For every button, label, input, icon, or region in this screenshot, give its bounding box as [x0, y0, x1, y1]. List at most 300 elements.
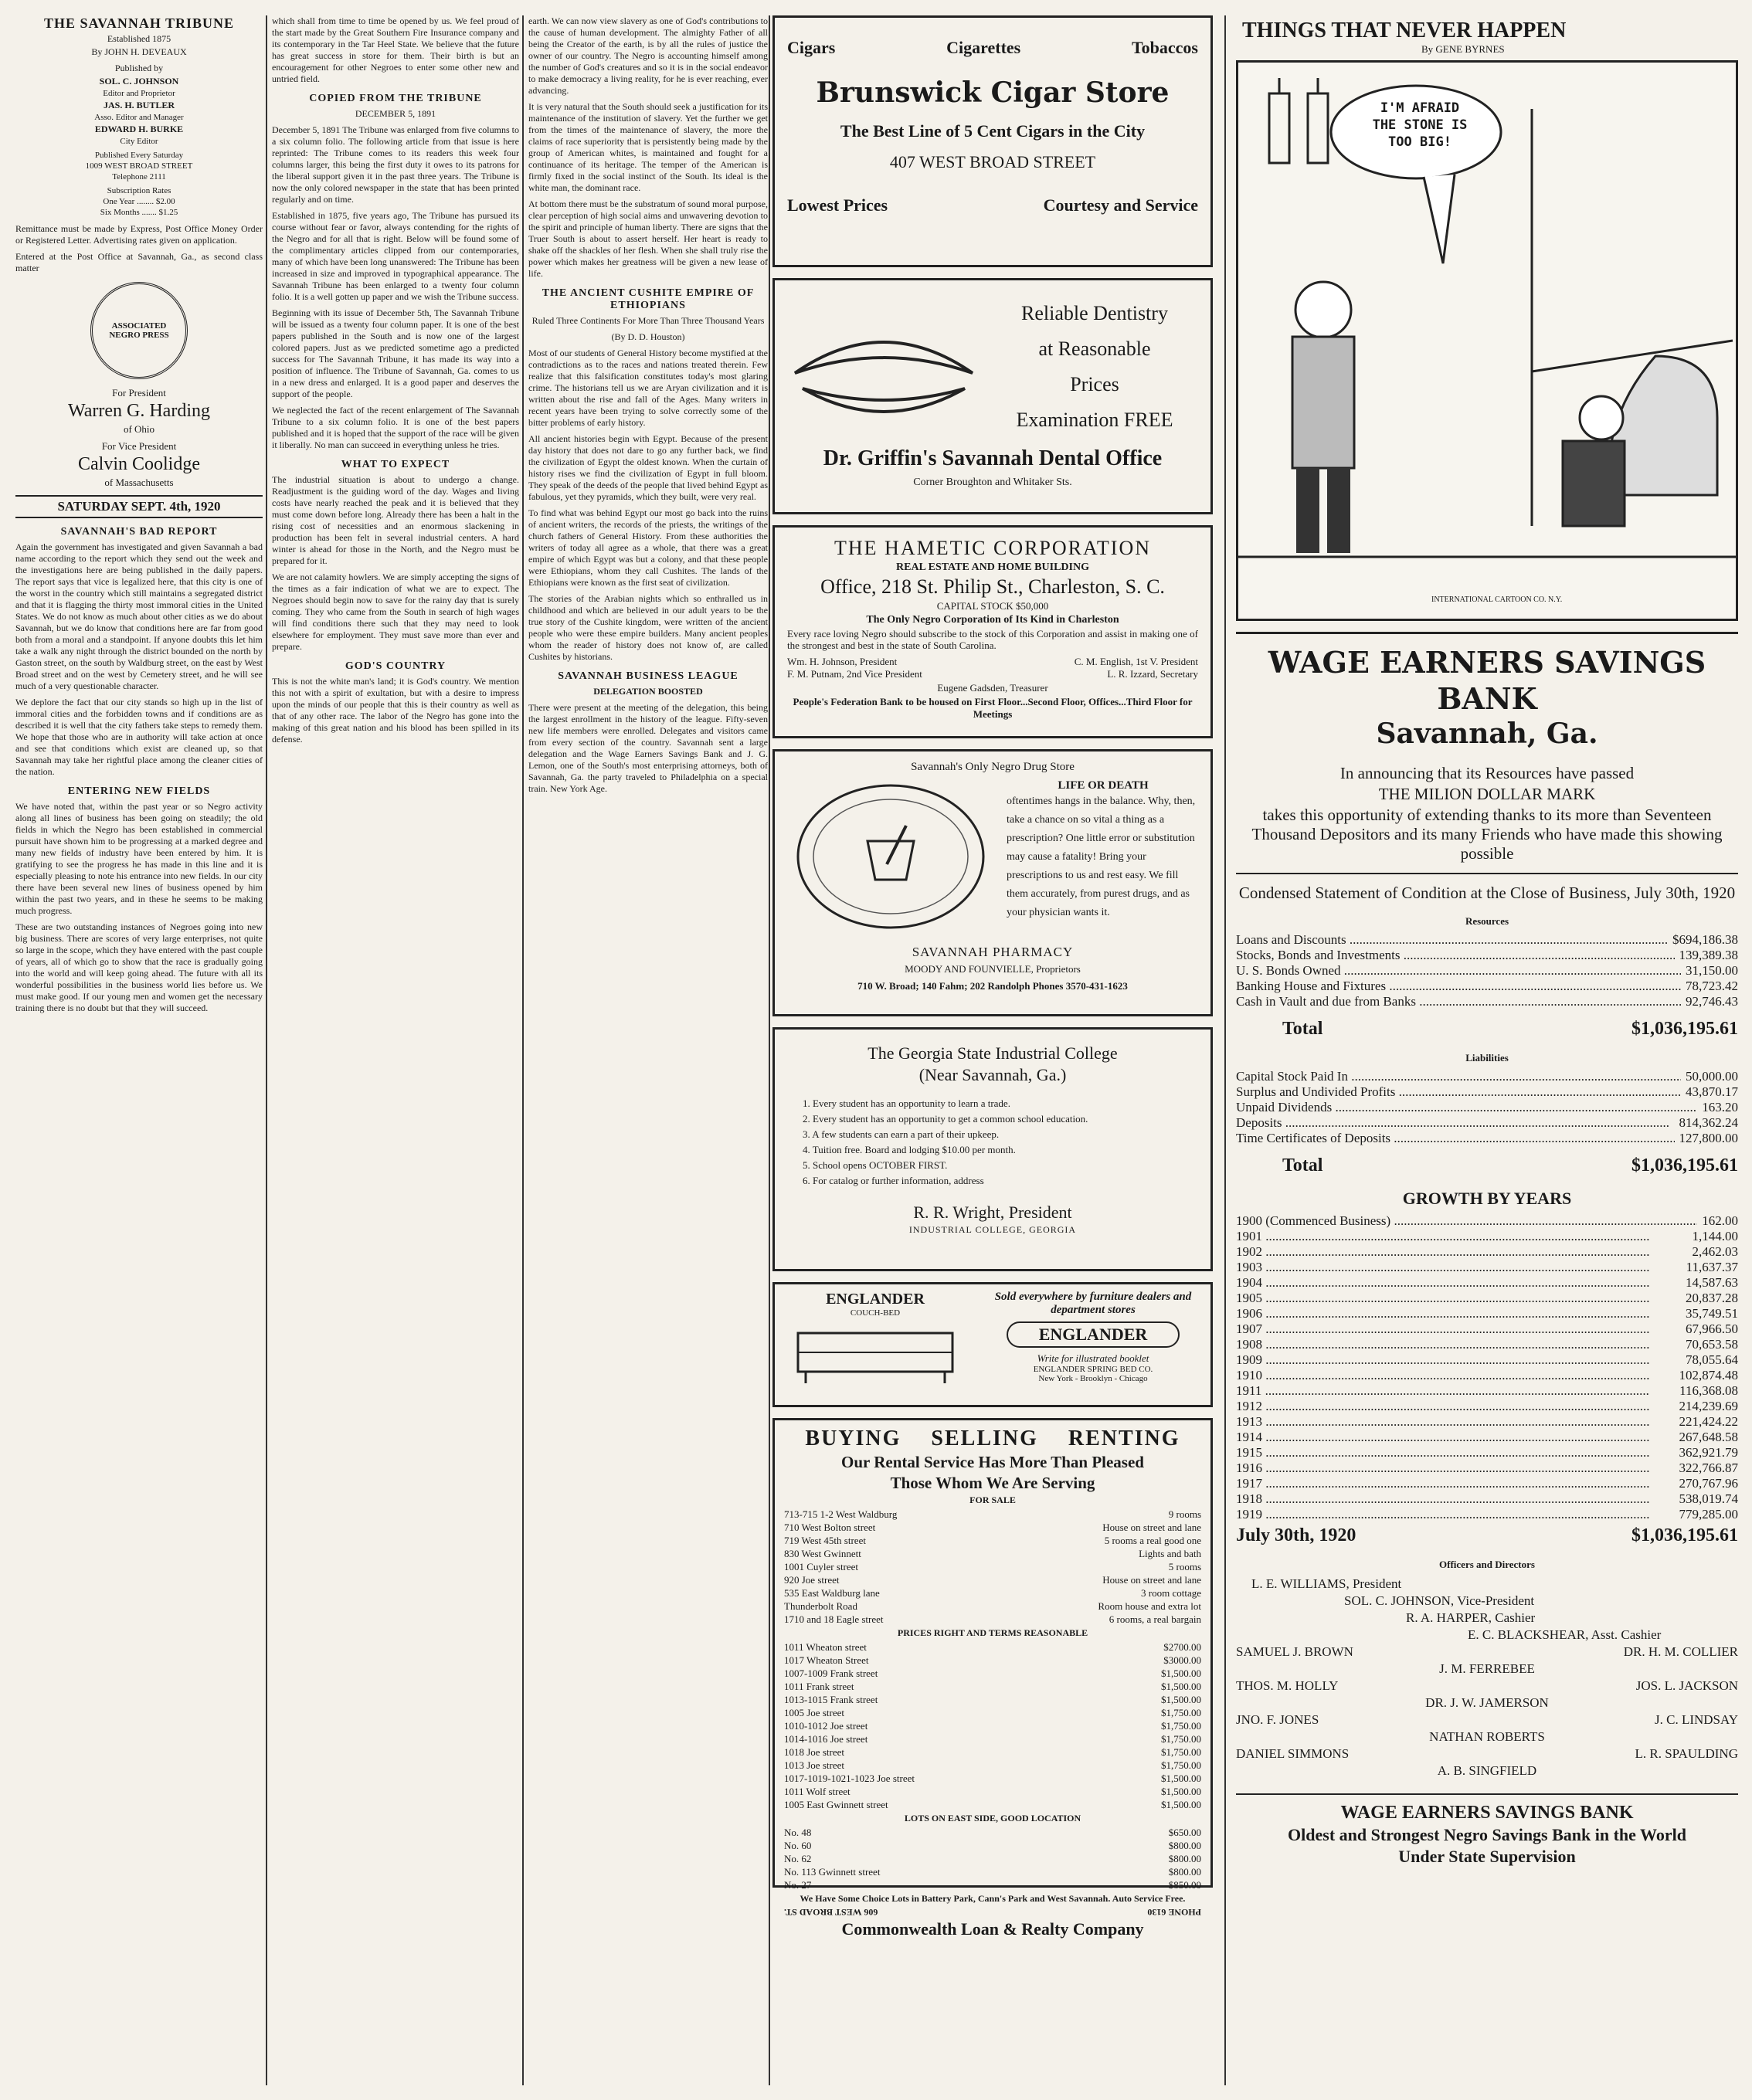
manager: JAS. H. BUTLER — [103, 100, 175, 110]
realty-lots — [784, 1826, 1201, 1891]
associated-press-seal-icon — [90, 282, 188, 379]
article-subhead: Ruled Three Continents For More Than Three Thousand Years — [531, 315, 765, 326]
cartoon-speech-bubble: I'M AFRAID THE STONE IS TOO BIG! — [1372, 100, 1468, 150]
college-title: The Georgia State Industrial College — [868, 1043, 1118, 1063]
college-item: 1. Every student has an opportunity to learn a trade. — [803, 1097, 1010, 1109]
year-value: 221,424.22 — [1679, 1414, 1738, 1429]
cigar-tag: Cigars — [787, 38, 836, 57]
dental-line: at Reasonable — [1038, 338, 1151, 360]
subscription-rates: Subscription Rates — [107, 186, 171, 195]
price-value: $1,750.00 — [1161, 1707, 1201, 1718]
college-item: 6. For catalog or further information, address — [803, 1175, 984, 1186]
table-row — [1236, 948, 1738, 963]
realty-note: We Have Some Choice Lots in Battery Park, Cann's Park and West Savannah. Auto Service Free. — [800, 1893, 1186, 1904]
for-vice-president-label: For Vice President — [101, 440, 177, 452]
cigar-tag: Tobaccos — [1132, 38, 1198, 57]
table-row — [1236, 1100, 1738, 1115]
cartoon-credit: INTERNATIONAL CARTOON CO. N.Y. — [1431, 595, 1563, 604]
table-row — [784, 1560, 1201, 1573]
table-row — [784, 1600, 1201, 1613]
dental-line: Examination FREE — [1016, 409, 1173, 431]
year-value: 162.00 — [1702, 1213, 1738, 1228]
listing-address: 1710 and 18 Eagle street — [784, 1613, 884, 1625]
row-value: 92,746.43 — [1686, 994, 1738, 1009]
row-label: Unpaid Dividends ..... — [1236, 1100, 1697, 1115]
row-value: 127,800.00 — [1679, 1131, 1738, 1145]
table-row — [1236, 1291, 1738, 1306]
year-label: 1909 ..... — [1236, 1352, 1681, 1368]
table-row — [1236, 1476, 1738, 1491]
table-row — [784, 1586, 1201, 1600]
table-row — [784, 1826, 1201, 1839]
price-address: 1013 Joe street — [784, 1759, 844, 1771]
lot-price: $850.00 — [1168, 1879, 1201, 1891]
officer: SOL. C. JOHNSON, Vice-President — [1344, 1593, 1535, 1608]
price-value: $1,750.00 — [1161, 1746, 1201, 1758]
year-label: 1903 ..... — [1236, 1260, 1682, 1275]
pharmacy-title: Savannah's Only Negro Drug Store — [911, 761, 1075, 773]
listing-desc: 5 rooms — [1168, 1561, 1201, 1572]
dental-line: Prices — [1070, 373, 1119, 395]
table-row — [784, 1667, 1201, 1680]
hametic-sub: REAL ESTATE AND HOME BUILDING — [896, 561, 1089, 573]
price-value: $1,750.00 — [1161, 1759, 1201, 1771]
year-value: 116,368.08 — [1679, 1383, 1738, 1398]
year-value: 270,767.96 — [1679, 1476, 1738, 1491]
table-row — [1236, 1213, 1738, 1229]
englander-logo: ENGLANDER — [1007, 1321, 1180, 1348]
issue-dateline: SATURDAY SEPT. 4th, 1920 — [15, 495, 263, 518]
published-by: Published by — [114, 63, 164, 73]
article-body: We neglected the fact of the recent enlargement of The Savannah Tribune to a six column folio. It is one of the best papers published and it is hoped that the support of the race will be given it liberally. No man can succeed in everything unless he tries. — [272, 405, 519, 450]
article-headline: WHAT TO EXPECT — [341, 459, 450, 470]
hametic-office: Office, 218 St. Philip St., Charleston, S. C. — [820, 575, 1165, 598]
dentures-icon — [787, 319, 980, 419]
listing-desc: House on street and lane — [1102, 1574, 1201, 1586]
article-body: There were present at the meeting of the delegation, this being the largest enrollment in the history of the league. Fifty-seven new life members were enrolled. Delegates and visitors came from every section of the country. Savannah sent a large delegation and the Wage Earners Savings Bank and J. G. Lemon, one of the South's most enterprising attorneys, both of Savannah, Ga. the party traveled to Philadelphia on a special train. New York Age. — [528, 702, 768, 794]
director: NATHAN ROBERTS — [1429, 1729, 1545, 1744]
total-value: $1,036,195.61 — [1631, 1019, 1738, 1039]
row-value: 31,150.00 — [1686, 963, 1738, 978]
director: JOS. L. JACKSON — [1635, 1678, 1738, 1693]
table-row — [1236, 1244, 1738, 1260]
row-value: 50,000.00 — [1686, 1069, 1738, 1084]
price-value: $1,500.00 — [1161, 1694, 1201, 1705]
realty-sub: Those Whom We Are Serving — [890, 1474, 1095, 1492]
director: DANIEL SIMMONS — [1236, 1746, 1350, 1761]
table-row — [1236, 1115, 1738, 1131]
englander-sold: Sold everywhere by furniture dealers and department stores — [994, 1291, 1192, 1316]
masthead-telephone: Telephone 2111 — [112, 172, 166, 182]
hametic-only: The Only Negro Corporation of Its Kind in Charleston — [866, 614, 1119, 626]
cigar-slogan: Courtesy and Service — [1043, 195, 1198, 215]
table-row — [1236, 1445, 1738, 1461]
liabilities-table — [1236, 1069, 1738, 1146]
bank-ad — [1236, 632, 1738, 1867]
hametic-name: THE HAMETIC CORPORATION — [834, 537, 1151, 559]
dental-office-ad — [772, 278, 1213, 514]
table-row — [1236, 1229, 1738, 1244]
publisher: SOL. C. JOHNSON — [99, 76, 179, 87]
pharmacy-name: SAVANNAH PHARMACY — [912, 945, 1074, 959]
bank-announce: THE MILION DOLLAR MARK — [1378, 785, 1596, 803]
cartoon-byline: By GENE BYRNES — [1421, 43, 1505, 55]
row-label: Time Certificates of Deposits ..... — [1236, 1131, 1675, 1146]
price-address: 1011 Wheaton street — [784, 1641, 867, 1653]
table-row — [1236, 1321, 1738, 1337]
article-headline: COPIED FROM THE TRIBUNE — [309, 93, 482, 104]
table-row — [784, 1785, 1201, 1798]
row-label: Capital Stock Paid In ..... — [1236, 1069, 1681, 1084]
column-advertisements — [772, 15, 1213, 2093]
college-ad — [772, 1027, 1213, 1271]
article-body: Beginning with its issue of December 5th, The Savannah Tribune will be issued as a twenty four column paper. It is one of the best papers published in the South and is now one of the largest colored papers. Just as we predicted sometime ago a predicted success for The Savannah Tribune, it has made its way into a position of influence. The Tribune of Savannah, Ga. comes to us in a new dress and enlarged. It is a good paper and deserves the support of the people. — [272, 307, 519, 399]
column-rule — [1224, 15, 1226, 2085]
rate-one-year: One Year ........ $2.00 — [103, 197, 175, 206]
year-value: 14,587.63 — [1686, 1275, 1738, 1290]
table-row — [784, 1865, 1201, 1878]
vice-president-state: of Massachusetts — [104, 477, 174, 488]
table-row — [784, 1759, 1201, 1772]
article-body: The stories of the Arabian nights which so enthralled us in childhood and which are believed in our adult years to be the true story of the Cushite kingdom, were written of the ancient people who were these empire builders. Many ancient peoples whom the reader of history does not know of, are called Cushites by historians. — [528, 593, 768, 662]
for-president-label: For President — [112, 387, 166, 399]
price-value: $1,500.00 — [1161, 1667, 1201, 1679]
table-row — [1236, 1131, 1738, 1146]
established: Established 1875 — [107, 33, 171, 44]
table-row — [1236, 1306, 1738, 1321]
director: J. M. FERREBEE — [1439, 1661, 1535, 1676]
year-label: 1916 ..... — [1236, 1461, 1675, 1476]
article-subhead: DELEGATION BOOSTED — [593, 686, 703, 697]
college-item: 5. School opens OCTOBER FIRST. — [803, 1159, 948, 1171]
director: DR. J. W. JAMERSON — [1425, 1695, 1549, 1710]
table-row — [1236, 1383, 1738, 1399]
price-address: 1005 Joe street — [784, 1707, 844, 1718]
growth-table — [1236, 1213, 1738, 1522]
director: L. R. SPAULDING — [1635, 1746, 1738, 1761]
table-row — [784, 1732, 1201, 1745]
article-body: which shall from time to time be opened by us. We feel proud of the start made by the Great Southern Fire Insurance company and its contemporary in the Tar Heel State. We believe that the future has great success in store for them. Their birth is but an encouragement for other Negroes to enter some other new and untried field. — [272, 15, 519, 84]
year-label: 1904 ..... — [1236, 1275, 1681, 1291]
listing-desc: House on street and lane — [1102, 1522, 1201, 1533]
resources-heading: Resources — [1465, 915, 1509, 927]
officers-heading: Officers and Directors — [1439, 1559, 1535, 1570]
year-label: 1913 ..... — [1236, 1414, 1675, 1430]
table-row — [784, 1654, 1201, 1667]
article-body: We deplore the fact that our city stands so high up in the list of immoral cities and the forbidden towns and if conditions are as described it is well that the city fathers take steps to remedy them. We hope that those who are in authority will take action at once and see that conditions which exist are cleaned up, so that Savannah may take her rightful place among the cleaner cities of the nation. — [15, 697, 263, 777]
hametic-officer: Eugene Gadsden, Treasurer — [937, 682, 1048, 694]
table-row — [784, 1613, 1201, 1626]
table-row — [1236, 1260, 1738, 1275]
article-body: Established in 1875, five years ago, The Tribune has pursued its course without fear or favor, always contending for the rights of the Negro and for all that is right. Below will be found some of the complimentary articles clipped from our contemporaries, many of which have been long unanswered: The Tribune has been increased in size and improved in typographical appearance. The Savannah Tribune has been enlarged to a twenty four column folio. It is a well gotten up paper and we wish the Tribune success. — [272, 210, 519, 302]
year-label: 1902 ..... — [1236, 1244, 1688, 1260]
year-value: 214,239.69 — [1679, 1399, 1738, 1413]
row-label: Deposits ..... — [1236, 1115, 1675, 1131]
president-state: of Ohio — [123, 423, 155, 435]
row-value: 814,362.24 — [1679, 1115, 1738, 1130]
article-body: At bottom there must be the substratum of sound moral purpose, clear perception of high social aims and unwavering devotion to the spirit and principle of human liberty. There are signs that the Truer South is about to assert herself. Her heart is ready to shake off the shackles of her flesh. When she shall truly rise the power which makes her greatness will be given a new lease of life. — [528, 198, 768, 279]
year-value: 20,837.28 — [1686, 1291, 1738, 1305]
price-address: 1013-1015 Frank street — [784, 1694, 878, 1705]
article-body: We have noted that, within the past year or so Negro activity along all lines of business has been going on steadily; the old fields in which the Negro has been established in commercial pursuit have shown him to be progressing at a marked degree and many new fields of industry have been entered by him. It is gratifying to see the progress he has made in this line and it is especially pleasing to note his entrance into new fields. In our city there have been several new lines of business opened by him within the past two years, and in these he seems to be making much progress. — [15, 801, 263, 916]
englander-cities: New York - Brooklyn - Chicago — [1038, 1374, 1148, 1383]
price-address: 1014-1016 Joe street — [784, 1733, 868, 1745]
price-address: 1007-1009 Frank street — [784, 1667, 878, 1679]
year-label: 1915 ..... — [1236, 1445, 1675, 1461]
table-row — [1236, 1414, 1738, 1430]
lot-address: No. 48 — [784, 1827, 812, 1838]
listing-address: Thunderbolt Road — [784, 1600, 857, 1612]
article-body: All ancient histories begin with Egypt. Because of the present day history that does not dare to go any further back, we find the civilization of Egypt the oldest known. When the curtain of history rises we find the civilization of Egypt in full bloom. They speak of the deeds of the people that lived behind Egypt as fabulous, yet they pyramids, which they built, were very real. — [528, 433, 768, 502]
bank-footer-tag: Oldest and Strongest Negro Savings Bank in the World — [1288, 1825, 1686, 1844]
row-label: Banking House and Fixtures ..... — [1236, 979, 1681, 994]
total-value: $1,036,195.61 — [1631, 1155, 1738, 1176]
column-masthead — [15, 15, 263, 2093]
year-value: 70,653.58 — [1686, 1337, 1738, 1352]
listing-address: 710 West Bolton street — [784, 1522, 876, 1533]
college-item: 2. Every student has an opportunity to get a common school education. — [803, 1113, 1088, 1125]
table-row — [784, 1508, 1201, 1521]
row-label: Surplus and Undivided Profits ..... — [1236, 1084, 1681, 1100]
article-body: Most of our students of General History become mystified at the contradictions as to the races and nations treated therein. Few realize that this falsification constitutes today's most glaring crime. The historians tell us we are Aryan civilization and it is written about the rise and fall of the Ages. Many writers in recent years have been trying to solve correctly some of the bitter problems of early history. — [528, 348, 768, 428]
hametic-officer: C. M. English, 1st V. President — [1074, 656, 1198, 667]
entered-note: Entered at the Post Office at Savannah, Ga., as second class matter — [15, 251, 263, 273]
year-label: 1900 (Commenced Business) ..... — [1236, 1213, 1697, 1229]
table-row — [784, 1839, 1201, 1852]
college-item: 3. A few students can earn a part of their upkeep. — [803, 1128, 1000, 1140]
bank-name: BANK — [1437, 681, 1537, 716]
cigar-store-name: Brunswick Cigar Store — [816, 76, 1170, 109]
remittance-note: Remittance must be made by Express, Post Office Money Order or Registered Letter. Advertising rates given on application. — [15, 223, 263, 246]
couch-bed-icon — [790, 1318, 960, 1387]
price-value: $1,500.00 — [1161, 1786, 1201, 1797]
row-label: U. S. Bonds Owned ..... — [1236, 963, 1681, 979]
vice-president-candidate: Calvin Coolidge — [78, 454, 200, 474]
lot-address: No. 60 — [784, 1840, 812, 1851]
year-value: 322,766.87 — [1679, 1461, 1738, 1475]
officers-list — [1236, 1576, 1738, 1779]
year-label: 1910 ..... — [1236, 1368, 1675, 1383]
englander-company: ENGLANDER SPRING BED CO. — [1033, 1365, 1153, 1374]
listing-desc: 3 room cottage — [1141, 1587, 1201, 1599]
article-body: This is not the white man's land; it is God's country. We mention this not with a spirit of exultation, but with a desire to impress upon the minds of our people that this is their country as well as that of any other race. The labor of the Negro has gone into the making of this great nation and his blood has been spilled in its defense. — [272, 676, 519, 745]
price-address: 1011 Frank street — [784, 1681, 854, 1692]
price-address: 1011 Wolf street — [784, 1786, 851, 1797]
row-label: Cash in Vault and due from Banks ..... — [1236, 994, 1681, 1009]
table-row — [784, 1852, 1201, 1865]
hametic-officer: L. R. Izzard, Secretary — [1107, 668, 1198, 680]
article-body: December 5, 1891 The Tribune was enlarged from five columns to a six column folio. The following article from that issue is here reprinted: The Tribune comes to its readers this week four columns larger, this being the first duty it owes to its patrons for the liberal support given it in the past three years. The Tribune is now the only colored newspaper in the state that has been printed regularly and on time. — [272, 124, 519, 205]
englander-brand: ENGLANDER — [826, 1291, 925, 1308]
table-row — [1236, 1275, 1738, 1291]
realty-listings — [784, 1508, 1201, 1626]
listing-desc: 9 rooms — [1168, 1508, 1201, 1520]
masthead-title: THE SAVANNAH TRIBUNE — [43, 15, 235, 31]
officer: E. C. BLACKSHEAR, Asst. Cashier — [1468, 1627, 1662, 1642]
article-body: It is very natural that the South should seek a justification for its maintenance of the institution of slavery. Yet the further we get from the times of the maintenance of slavery, the more the claims of race superiority that is persistently being made by the group of American whites, is maintained and fought for a continuance of its heritage. The temper of the American is firmly fixed in the social instinct of the South. Its ideal is the white man, the dominant race. — [528, 101, 768, 193]
table-row — [784, 1534, 1201, 1547]
year-label: 1914 ..... — [1236, 1430, 1675, 1445]
year-value: 35,749.51 — [1686, 1306, 1738, 1321]
officer: L. E. WILLIAMS, President — [1251, 1576, 1402, 1591]
article-headline: SAVANNAH BUSINESS LEAGUE — [558, 670, 738, 682]
total-label: Total — [1282, 1019, 1323, 1039]
listing-address: 535 East Waldburg lane — [784, 1587, 880, 1599]
officer: R. A. HARPER, Cashier — [1406, 1610, 1536, 1625]
dental-office-name: Dr. Griffin's Savannah Dental Office — [823, 446, 1163, 470]
price-value: $1,750.00 — [1161, 1733, 1201, 1745]
table-row — [1236, 932, 1738, 948]
bank-name: WAGE EARNERS SAVINGS — [1268, 645, 1706, 680]
total-label: Total — [1282, 1155, 1323, 1176]
manager-title: Asso. Editor and Manager — [94, 113, 184, 122]
column-rule — [522, 15, 524, 2085]
growth-final-value: $1,036,195.61 — [1631, 1525, 1738, 1545]
year-value: 102,874.48 — [1679, 1368, 1738, 1382]
director: J. C. LINDSAY — [1654, 1712, 1738, 1727]
article-headline: ENTERING NEW FIELDS — [67, 785, 211, 797]
table-row — [1236, 1084, 1738, 1100]
row-value: 139,389.38 — [1679, 948, 1738, 962]
liabilities-heading: Liabilities — [1465, 1052, 1509, 1064]
cigar-address: 407 WEST BROAD STREET — [889, 152, 1096, 171]
table-row — [784, 1680, 1201, 1693]
column-bank — [1236, 15, 1738, 2093]
lot-price: $800.00 — [1168, 1853, 1201, 1864]
lot-address: No. 27 — [784, 1879, 812, 1891]
table-row — [1236, 1352, 1738, 1368]
realty-lots-head: LOTS ON EAST SIDE, GOOD LOCATION — [904, 1813, 1081, 1824]
college-president: R. R. Wright, President — [913, 1203, 1072, 1222]
table-row — [1236, 1368, 1738, 1383]
article-body: These are two outstanding instances of Negroes going into new big business. There are scores of very large enterprises, not quite so large in the scope, which they have entered with the past couple of years, all of which go to show that the race is gradually going into the world and will keep going ahead. The future with all its wonderful possibilities in the business world lies before us. We must make good. If our young men and women get the necessary training there is no doubt but that they will succeed. — [15, 921, 263, 1013]
city-editor: EDWARD H. BURKE — [94, 124, 184, 134]
price-address: 1017 Wheaton Street — [784, 1654, 869, 1666]
realty-phone: PHONE 6130 — [1147, 1907, 1201, 1918]
article-body: We are not calamity howlers. We are simply accepting the signs of the times as a fair indication of what we are to expect. The Negroes should begin now to save for the rainy day that is surely coming. They who came from the South in search of high wages will find conditions there such that they may need to look elsewhere for employment. They must save more than ever and prepare. — [272, 572, 519, 652]
year-value: 267,648.58 — [1679, 1430, 1738, 1444]
hametic-officer: Wm. H. Johnson, President — [787, 656, 898, 667]
mortar-pestle-emblem-icon — [790, 779, 991, 934]
dental-line: Reliable Dentistry — [1021, 302, 1168, 324]
cigar-tag: Cigarettes — [946, 38, 1021, 57]
year-value: 2,462.03 — [1692, 1244, 1738, 1259]
listing-address: 920 Joe street — [784, 1574, 840, 1586]
column-rule — [266, 15, 267, 2085]
englander-ad — [772, 1282, 1213, 1407]
bank-footer-supervision: Under State Supervision — [1398, 1847, 1576, 1866]
article-headline: SAVANNAH'S BAD REPORT — [60, 526, 218, 538]
pharmacy-headline: LIFE OR DEATH — [1058, 779, 1149, 792]
growth-final-label: July 30th, 1920 — [1236, 1525, 1356, 1545]
price-address: 1017-1019-1021-1023 Joe street — [784, 1773, 915, 1784]
year-value: 78,055.64 — [1686, 1352, 1738, 1367]
row-value: 43,870.17 — [1686, 1084, 1738, 1099]
published-every: Published Every Saturday — [94, 151, 184, 160]
bank-footer-name: WAGE EARNERS SAVINGS BANK — [1340, 1803, 1634, 1823]
year-value: 538,019.74 — [1679, 1491, 1738, 1506]
article-body: earth. We can now view slavery as one of God's contributions to the cause of human development. The almighty Father of all being the Creator of the earth, is by all the rules of justice the owner of our country. The Negro is accounting himself among the number of God's creatures and so it is in the social endeavor to make democracy a living reality, for he is ever reaching, ever advancing. — [528, 15, 768, 96]
year-label: 1911 ..... — [1236, 1383, 1675, 1399]
founder: By JOHN H. DEVEAUX — [91, 46, 187, 57]
year-value: 362,921.79 — [1679, 1445, 1738, 1460]
lot-address: No. 113 Gwinnett street — [784, 1866, 881, 1878]
year-value: 1,144.00 — [1692, 1229, 1738, 1243]
lot-price: $650.00 — [1168, 1827, 1201, 1838]
director: JNO. F. JONES — [1236, 1712, 1319, 1727]
cartoon-drawing-icon — [1238, 63, 1736, 614]
listing-desc: 5 rooms a real good one — [1104, 1535, 1201, 1546]
cigar-tagline: The Best Line of 5 Cent Cigars in the City — [840, 121, 1146, 141]
table-row — [1236, 963, 1738, 979]
year-label: 1907 ..... — [1236, 1321, 1681, 1337]
listing-address: 1001 Cuyler street — [784, 1561, 859, 1572]
bank-announce: takes this opportunity of extending thanks to its more than Seventeen Thousand Depositors and its many Friends who have made this showing possible — [1251, 806, 1723, 863]
pharmacy-body: oftentimes hangs in the balance. Why, then, take a chance on so vital a thing as a prescription? One little error or substitution may cause a fatality! Bring your prescriptions to us and rest easy. We fill them accurately, from purest drugs, and as your physician wants it. — [1007, 796, 1196, 918]
college-item: 4. Tuition free. Board and lodging $10.00 per month. — [803, 1144, 1016, 1155]
realty-ad — [772, 1418, 1213, 1939]
realty-prices — [784, 1640, 1201, 1811]
pharmacy-addresses: 710 W. Broad; 140 Fahm; 202 Randolph Phones 3570-431-1623 — [857, 980, 1128, 992]
pharmacy-proprietors: MOODY AND FOUNVIELLE, Proprietors — [905, 963, 1081, 975]
table-row — [784, 1573, 1201, 1586]
article-headline: GOD'S COUNTRY — [345, 660, 446, 672]
realty-address: 606 WEST BROAD ST. — [784, 1907, 878, 1918]
dental-address: Corner Broughton and Whitaker Sts. — [913, 477, 1072, 488]
table-row — [1236, 1507, 1738, 1522]
article-subhead: DECEMBER 5, 1891 — [355, 108, 436, 119]
table-row — [1236, 979, 1738, 994]
listing-desc: Room house and extra lot — [1098, 1600, 1201, 1612]
listing-desc: 6 rooms, a real bargain — [1109, 1613, 1201, 1625]
lot-address: No. 62 — [784, 1853, 812, 1864]
hametic-officer: F. M. Putnam, 2nd Vice President — [787, 668, 922, 680]
row-value: 163.20 — [1702, 1100, 1738, 1114]
year-label: 1906 ..... — [1236, 1306, 1681, 1321]
table-row — [784, 1719, 1201, 1732]
price-value: $2700.00 — [1163, 1641, 1201, 1653]
article-headline: THE ANCIENT CUSHITE EMPIRE OF ETHIOPIANS — [542, 287, 755, 311]
listing-address: 713-715 1-2 West Waldburg — [784, 1508, 898, 1520]
year-label: 1919 ..... — [1236, 1507, 1675, 1522]
cigar-store-ad — [772, 15, 1213, 267]
column-editorials — [272, 15, 519, 2093]
year-value: 67,966.50 — [1686, 1321, 1738, 1336]
article-body: Again the government has investigated and given Savannah a bad name according to the report which they send out the week and the investigations here are being published in the daily papers. The report says that vice is legalized here, that this city is one of the worst in the country which still maintains a segregated district and that it is flagging the thirty most immoral cities in the United States. We do not know as much about other cities as we do about Savannah, but we do know that conditions here are far from good both from a moral and a standpoint. If anyone doubts this let him take a walk any night through the district bounded on the north by Gaston street, on the south by Waldburg street, on the east by West Broad street and on the west by Cemetery street, and he will see much of a very questionable character. — [15, 541, 263, 691]
rate-six-months: Six Months ....... $1.25 — [100, 208, 178, 217]
college-list — [787, 1096, 1198, 1189]
price-address: 1010-1012 Joe street — [784, 1720, 868, 1732]
table-row — [784, 1772, 1201, 1785]
row-label: Loans and Discounts ..... — [1236, 932, 1668, 948]
listing-address: 830 West Gwinnett — [784, 1548, 861, 1559]
director: A. B. SINGFIELD — [1437, 1763, 1537, 1778]
listing-desc: Lights and bath — [1139, 1548, 1201, 1559]
cartoon-title: THINGS THAT NEVER HAPPEN — [1242, 19, 1567, 42]
year-label: 1908 ..... — [1236, 1337, 1681, 1352]
listing-address: 719 West 45th street — [784, 1535, 866, 1546]
table-row — [1236, 1069, 1738, 1084]
director: SAMUEL J. BROWN — [1236, 1644, 1353, 1659]
realty-sub: Our Rental Service Has More Than Pleased — [841, 1453, 1144, 1471]
director: THOS. M. HOLLY — [1236, 1678, 1339, 1693]
table-row — [784, 1706, 1201, 1719]
table-row — [784, 1878, 1201, 1891]
masthead-address: 1009 WEST BROAD STREET — [85, 161, 193, 171]
growth-heading: GROWTH BY YEARS — [1402, 1189, 1572, 1208]
year-label: 1917 ..... — [1236, 1476, 1675, 1491]
hametic-body: Every race loving Negro should subscribe to the stock of this Corporation and assist in making one of the strongest and best in the state of South Carolina. — [787, 628, 1198, 651]
